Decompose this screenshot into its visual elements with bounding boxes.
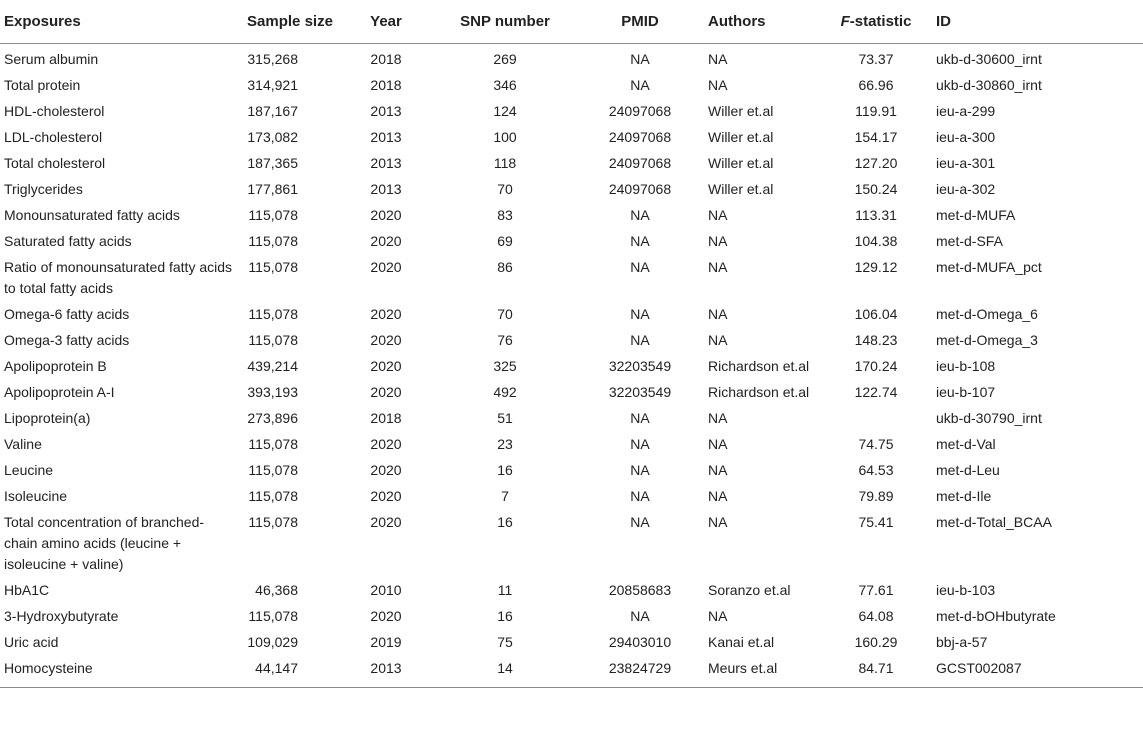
cell-sample-size: 177,861 bbox=[247, 181, 298, 197]
cell-pmid: 29403010 bbox=[608, 634, 672, 650]
cell-id: ieu-a-301 bbox=[936, 155, 996, 171]
cell-snp-number: 11 bbox=[497, 582, 513, 598]
cell-sample-size: 115,078 bbox=[248, 332, 298, 348]
cell-sample-size: 173,082 bbox=[247, 129, 298, 145]
table-row bbox=[0, 630, 1143, 656]
cell-exposure: Lipoprotein(a) bbox=[4, 410, 91, 426]
cell-exposure: Homocysteine bbox=[0, 656, 238, 688]
cell-authors: NA bbox=[708, 462, 728, 478]
cell-f-statistic: 74.75 bbox=[858, 436, 894, 452]
cell-exposure: Monounsaturated fatty acids bbox=[4, 207, 180, 223]
cell-pmid: NA bbox=[630, 77, 650, 93]
table-row bbox=[0, 229, 1143, 255]
cell-year: 2020 bbox=[370, 358, 402, 374]
cell-sample-size: 115,078 bbox=[248, 306, 298, 322]
cell-exposure: Omega-6 fatty acids bbox=[4, 306, 130, 322]
cell-snp-number: 7 bbox=[501, 488, 509, 504]
cell-pmid: NA bbox=[630, 488, 650, 504]
header-exposures: Exposures bbox=[0, 0, 238, 44]
cell-authors: Willer et.al bbox=[708, 103, 774, 119]
cell-authors: NA bbox=[708, 77, 728, 93]
table-row bbox=[0, 380, 1143, 406]
cell-id: ieu-a-299 bbox=[936, 103, 996, 119]
header-f-statistic-italic: F bbox=[840, 13, 850, 30]
cell-year: 2020 bbox=[370, 608, 402, 624]
cell-f-statistic: 122.74 bbox=[854, 384, 898, 400]
cell-authors: NA bbox=[708, 514, 728, 530]
cell-id: ieu-b-103 bbox=[936, 582, 996, 598]
cell-authors: NA bbox=[708, 259, 728, 275]
cell-pmid: 32203549 bbox=[608, 358, 672, 374]
cell-pmid: 24097068 bbox=[608, 181, 672, 197]
cell-authors: Richardson et.al bbox=[708, 384, 810, 400]
cell-f-statistic: 170.24 bbox=[854, 358, 898, 374]
cell-authors: NA bbox=[708, 608, 728, 624]
table-row bbox=[0, 328, 1143, 354]
cell-exposure: Apolipoprotein A-I bbox=[4, 384, 115, 400]
cell-f-statistic: 73.37 bbox=[858, 51, 894, 67]
cell-snp-number: 14 bbox=[430, 656, 580, 688]
cell-f-statistic: 104.38 bbox=[854, 233, 898, 249]
header-f-statistic-rest: -statistic bbox=[849, 13, 912, 30]
cell-year: 2020 bbox=[370, 384, 402, 400]
cell-snp-number: 69 bbox=[497, 233, 513, 249]
cell-snp-number: 75 bbox=[497, 634, 513, 650]
cell-pmid: NA bbox=[630, 608, 650, 624]
cell-year: 2019 bbox=[370, 634, 402, 650]
cell-exposure: Total protein bbox=[4, 77, 81, 93]
cell-pmid: NA bbox=[630, 410, 650, 426]
cell-id: GCST002087 bbox=[930, 656, 1143, 688]
cell-f-statistic: 150.24 bbox=[854, 181, 898, 197]
cell-pmid: 20858683 bbox=[608, 582, 672, 598]
cell-id: met-d-Omega_6 bbox=[936, 306, 1038, 322]
cell-f-statistic: 66.96 bbox=[858, 77, 894, 93]
cell-year: 2020 bbox=[370, 332, 402, 348]
cell-exposure: HbA1C bbox=[4, 582, 50, 598]
table-row bbox=[0, 177, 1143, 203]
table-row bbox=[0, 406, 1143, 432]
cell-authors: NA bbox=[708, 410, 728, 426]
cell-pmid: 32203549 bbox=[608, 384, 672, 400]
cell-snp-number: 124 bbox=[493, 103, 517, 119]
cell-sample-size: 115,078 bbox=[248, 233, 298, 249]
cell-authors: NA bbox=[708, 306, 728, 322]
cell-id: ukb-d-30600_irnt bbox=[936, 51, 1042, 67]
cell-id: ieu-b-107 bbox=[936, 384, 996, 400]
cell-exposure: Total cholesterol bbox=[4, 155, 106, 171]
table-row bbox=[0, 656, 1143, 688]
cell-year: 2020 bbox=[370, 207, 402, 223]
table-row bbox=[0, 255, 1143, 302]
cell-year: 2020 bbox=[370, 259, 402, 275]
cell-authors: NA bbox=[708, 488, 728, 504]
cell-id: met-d-Total_BCAA bbox=[936, 514, 1052, 530]
cell-f-statistic: 129.12 bbox=[854, 259, 898, 275]
cell-id: ieu-a-302 bbox=[936, 181, 996, 197]
cell-id: met-d-Omega_3 bbox=[936, 332, 1038, 348]
cell-authors: Richardson et.al bbox=[708, 358, 810, 374]
cell-id: met-d-MUFA_pct bbox=[936, 259, 1042, 275]
cell-authors: Kanai et.al bbox=[708, 634, 775, 650]
table-row bbox=[0, 484, 1143, 510]
cell-pmid: NA bbox=[630, 332, 650, 348]
header-authors: Authors bbox=[700, 0, 822, 44]
cell-sample-size: 46,368 bbox=[255, 582, 298, 598]
cell-pmid: NA bbox=[630, 51, 650, 67]
cell-snp-number: 70 bbox=[497, 181, 513, 197]
cell-snp-number: 70 bbox=[497, 306, 513, 322]
cell-snp-number: 16 bbox=[497, 462, 513, 478]
cell-exposure: Isoleucine bbox=[4, 488, 68, 504]
cell-sample-size: 314,921 bbox=[247, 77, 298, 93]
cell-pmid: NA bbox=[630, 436, 650, 452]
cell-sample-size: 393,193 bbox=[247, 384, 298, 400]
cell-authors: NA bbox=[708, 51, 728, 67]
table-row bbox=[0, 458, 1143, 484]
cell-pmid: 24097068 bbox=[608, 155, 672, 171]
cell-f-statistic: 160.29 bbox=[854, 634, 898, 650]
cell-id: ieu-a-300 bbox=[936, 129, 996, 145]
cell-sample-size: 115,078 bbox=[248, 462, 298, 478]
cell-f-statistic: 64.53 bbox=[858, 462, 894, 478]
cell-exposure: Ratio of monounsaturated fatty acids to total fatty acids bbox=[4, 259, 233, 296]
cell-authors: NA bbox=[708, 207, 728, 223]
cell-id: met-d-Val bbox=[936, 436, 996, 452]
cell-pmid: NA bbox=[630, 259, 650, 275]
table-header bbox=[0, 0, 1143, 44]
cell-f-statistic: 113.31 bbox=[855, 207, 897, 223]
cell-exposure: Omega-3 fatty acids bbox=[4, 332, 130, 348]
cell-sample-size: 115,078 bbox=[248, 488, 298, 504]
cell-year: 2020 bbox=[370, 462, 402, 478]
cell-year: 2020 bbox=[370, 306, 402, 322]
cell-year: 2013 bbox=[370, 129, 402, 145]
cell-year: 2013 bbox=[342, 656, 430, 688]
table-body bbox=[0, 44, 1143, 688]
cell-year: 2020 bbox=[370, 233, 402, 249]
cell-sample-size: 115,078 bbox=[248, 259, 298, 275]
cell-snp-number: 23 bbox=[497, 436, 513, 452]
cell-snp-number: 86 bbox=[497, 259, 513, 275]
cell-sample-size: 187,167 bbox=[247, 103, 298, 119]
table-row bbox=[0, 510, 1143, 578]
cell-snp-number: 51 bbox=[497, 410, 513, 426]
table-row bbox=[0, 44, 1143, 74]
cell-f-statistic: 75.41 bbox=[858, 514, 894, 530]
cell-id: ukb-d-30860_irnt bbox=[936, 77, 1042, 93]
header-snp-number: SNP number bbox=[430, 0, 580, 44]
cell-f-statistic: 148.23 bbox=[854, 332, 898, 348]
cell-exposure: Leucine bbox=[4, 462, 54, 478]
cell-year: 2018 bbox=[370, 51, 402, 67]
header-id: ID bbox=[930, 0, 1143, 44]
cell-pmid: NA bbox=[630, 462, 650, 478]
cell-f-statistic bbox=[822, 406, 930, 432]
cell-year: 2018 bbox=[370, 77, 402, 93]
table-row bbox=[0, 203, 1143, 229]
cell-exposure: Triglycerides bbox=[4, 181, 83, 197]
cell-sample-size: 115,078 bbox=[248, 207, 298, 223]
table-row bbox=[0, 99, 1143, 125]
cell-exposure: LDL-cholesterol bbox=[4, 129, 103, 145]
cell-year: 2020 bbox=[370, 488, 402, 504]
cell-snp-number: 16 bbox=[497, 608, 513, 624]
cell-snp-number: 76 bbox=[497, 332, 513, 348]
cell-f-statistic: 119.91 bbox=[855, 103, 897, 119]
table-row bbox=[0, 125, 1143, 151]
cell-f-statistic: 77.61 bbox=[858, 582, 894, 598]
cell-snp-number: 83 bbox=[497, 207, 513, 223]
cell-authors: Willer et.al bbox=[708, 129, 774, 145]
cell-id: bbj-a-57 bbox=[936, 634, 988, 650]
cell-sample-size: 115,078 bbox=[248, 608, 298, 624]
header-sample-size: Sample size bbox=[238, 0, 342, 44]
cell-snp-number: 100 bbox=[493, 129, 517, 145]
cell-pmid: 24097068 bbox=[608, 103, 672, 119]
cell-snp-number: 325 bbox=[493, 358, 517, 374]
cell-exposure: Total concentration of branched-chain amino acids (leucine + isoleucine + valine) bbox=[4, 514, 205, 572]
cell-sample-size: 115,078 bbox=[248, 436, 298, 452]
cell-id: met-d-bOHbutyrate bbox=[936, 608, 1056, 624]
cell-id: ukb-d-30790_irnt bbox=[936, 410, 1042, 426]
cell-exposure: Valine bbox=[4, 436, 42, 452]
cell-f-statistic: 64.08 bbox=[858, 608, 894, 624]
cell-authors: Meurs et.al bbox=[700, 656, 822, 688]
cell-id: ieu-b-108 bbox=[936, 358, 996, 374]
cell-pmid: 23824729 bbox=[580, 656, 700, 688]
cell-exposure: HDL-cholesterol bbox=[4, 103, 105, 119]
cell-sample-size: 187,365 bbox=[247, 155, 298, 171]
table-row bbox=[0, 354, 1143, 380]
cell-sample-size: 439,214 bbox=[247, 358, 298, 374]
cell-year: 2013 bbox=[370, 103, 402, 119]
table-row bbox=[0, 604, 1143, 630]
cell-authors: Willer et.al bbox=[708, 155, 774, 171]
cell-f-statistic: 84.71 bbox=[822, 656, 930, 688]
cell-id: met-d-Leu bbox=[936, 462, 1000, 478]
cell-exposure: 3-Hydroxybutyrate bbox=[4, 608, 119, 624]
cell-authors: NA bbox=[708, 332, 728, 348]
cell-sample-size: 273,896 bbox=[247, 410, 298, 426]
table-row bbox=[0, 302, 1143, 328]
cell-authors: Soranzo et.al bbox=[708, 582, 791, 598]
cell-year: 2020 bbox=[370, 436, 402, 452]
header-year: Year bbox=[342, 0, 430, 44]
cell-sample-size: 44,147 bbox=[238, 656, 342, 688]
header-pmid: PMID bbox=[580, 0, 700, 44]
header-row bbox=[0, 0, 1143, 44]
cell-pmid: NA bbox=[630, 514, 650, 530]
cell-exposure: Saturated fatty acids bbox=[4, 233, 132, 249]
cell-id: met-d-Ile bbox=[936, 488, 992, 504]
cell-id: met-d-MUFA bbox=[936, 207, 1016, 223]
cell-year: 2013 bbox=[370, 155, 402, 171]
cell-snp-number: 346 bbox=[493, 77, 517, 93]
cell-snp-number: 16 bbox=[497, 514, 513, 530]
table-row bbox=[0, 73, 1143, 99]
cell-id: met-d-SFA bbox=[936, 233, 1003, 249]
cell-pmid: 24097068 bbox=[608, 129, 672, 145]
cell-f-statistic: 106.04 bbox=[854, 306, 898, 322]
cell-year: 2020 bbox=[370, 514, 402, 530]
cell-snp-number: 492 bbox=[493, 384, 517, 400]
cell-exposure: Serum albumin bbox=[4, 51, 99, 67]
cell-f-statistic: 79.89 bbox=[858, 488, 894, 504]
cell-year: 2010 bbox=[370, 582, 402, 598]
cell-pmid: NA bbox=[630, 207, 650, 223]
cell-exposure: Apolipoprotein B bbox=[4, 358, 107, 374]
cell-snp-number: 118 bbox=[493, 155, 517, 171]
cell-pmid: NA bbox=[630, 306, 650, 322]
cell-authors: Willer et.al bbox=[708, 181, 774, 197]
cell-sample-size: 315,268 bbox=[247, 51, 298, 67]
cell-year: 2018 bbox=[370, 410, 402, 426]
cell-authors: NA bbox=[708, 436, 728, 452]
cell-sample-size: 109,029 bbox=[247, 634, 298, 650]
cell-authors: NA bbox=[708, 233, 728, 249]
cell-exposure: Uric acid bbox=[4, 634, 59, 650]
cell-f-statistic: 127.20 bbox=[854, 155, 898, 171]
table-row bbox=[0, 432, 1143, 458]
table-row bbox=[0, 151, 1143, 177]
header-f-statistic bbox=[822, 0, 930, 44]
cell-snp-number: 269 bbox=[493, 51, 517, 67]
cell-sample-size: 115,078 bbox=[248, 514, 298, 530]
cell-f-statistic: 154.17 bbox=[854, 129, 898, 145]
cell-pmid: NA bbox=[630, 233, 650, 249]
cell-year: 2013 bbox=[370, 181, 402, 197]
table-row bbox=[0, 578, 1143, 604]
